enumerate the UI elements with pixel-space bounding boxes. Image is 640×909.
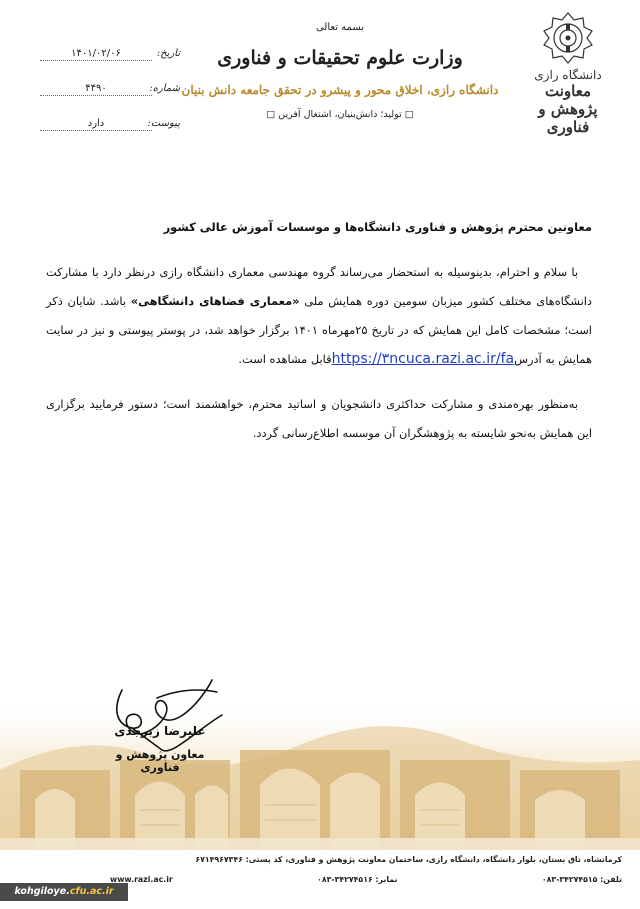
attachment-label: پیوست: [147, 118, 180, 129]
footer-address: کرمانشاه، تاق بستان، بلوار دانشگاه، دانشگاه رازی، ساختمان معاونت پژوهش و فناوری، کد پستی: ۶۷۱۴۹۶۷۳۴۶ [195, 854, 622, 864]
footer-phone: تلفن: ۳۴۲۷۴۵۱۵-۰۸۳ [541, 874, 622, 884]
conference-name: «معماری فضاهای دانشگاهی» [130, 294, 300, 308]
number-label: شماره: [149, 83, 180, 94]
conference-website-link[interactable]: https://۳ncuca.razi.ac.ir/fa [331, 351, 515, 367]
university-logo-block [518, 10, 618, 136]
paragraph-2: به‌منظور بهره‌مندی و مشارکت حداکثری دانشجویان و اساتید محترم، خواهشمند است؛ دستور فرمایید برگزاری این همایش به‌نحو شایسته به پژوهشگران آن موسسه اطلاع‌رسانی گردد. [46, 397, 592, 440]
university-slogan: دانشگاه رازی، اخلاق محور و پیشرو در تحقق جامعه دانش بنیان [181, 83, 499, 97]
bismillah-text: بسمه تعالی [315, 22, 365, 33]
paragraph-1-part-c: قابل مشاهده است. [238, 352, 332, 366]
letter-body [46, 258, 592, 448]
date-value: ۱۴۰۱/۰۲/۰۶ [40, 48, 152, 61]
razi-university-emblem-icon [540, 10, 596, 66]
logo-university-name: دانشگاه رازی [534, 68, 602, 82]
footer-website: www.razi.ac.ir [110, 874, 173, 884]
bracket-square-icon: □ [404, 109, 414, 120]
attachment-row [40, 118, 180, 138]
letter-footer [110, 852, 622, 892]
paragraph-1 [46, 258, 592, 374]
footer-fax: نمابر: ۳۴۲۷۴۵۱۶-۰۸۳ [317, 874, 398, 884]
year-motto-text: تولید؛ دانش‌بنیان، اشتغال آفرین [278, 109, 402, 120]
badge-accent: cfu.ac.ir [69, 886, 114, 897]
signer-role: معاون پژوهش و فناوری [115, 748, 205, 774]
date-row [40, 48, 180, 68]
number-value: ۴۴۹۰ [40, 83, 152, 96]
bracket-square-icon: □ [266, 109, 276, 120]
year-motto [170, 109, 510, 120]
campus-building-watermark [0, 700, 640, 850]
date-label: تاریخ: [156, 48, 180, 59]
paragraph-1-part-a: با سلام و احترام، بدینوسیله به استحضار می‌رساند گروه مهندسی معماری دانشگاه رازی درنظر دارد با مشارکت دانشگاه‌های مختلف کشور میزبان سومین دوره همایش ملی [46, 265, 592, 308]
ministry-title: وزارت علوم تحقیقات و فناوری [217, 47, 463, 69]
logo-office-line2: پژوهش و فناوری [538, 100, 598, 136]
badge-prefix: kohgiloye. [14, 886, 70, 897]
letter-meta [40, 48, 180, 153]
source-badge [0, 883, 128, 901]
letterhead [170, 22, 510, 120]
paragraph-1-part-b: باشد. شایان ذکر است؛ مشخصات کامل این همایش که در تاریخ ۲۵مهرماه ۱۴۰۱ برگزار خواهد شد، در پوستر پیوستی و نیز در سایت همایش به آدرس [46, 294, 592, 366]
logo-office-line1: معاونت [545, 82, 591, 100]
footer-contact-row [110, 872, 622, 886]
signer-block [100, 724, 220, 774]
number-row [40, 83, 180, 103]
attachment-value: دارد [40, 118, 152, 131]
footer-address-row [110, 852, 622, 866]
signer-name: علیرضا زبرجدی [114, 724, 206, 738]
letter-recipient: معاونین محترم پژوهش و فناوری دانشگاه‌ها و موسسات آموزش عالی کشور [163, 220, 592, 234]
